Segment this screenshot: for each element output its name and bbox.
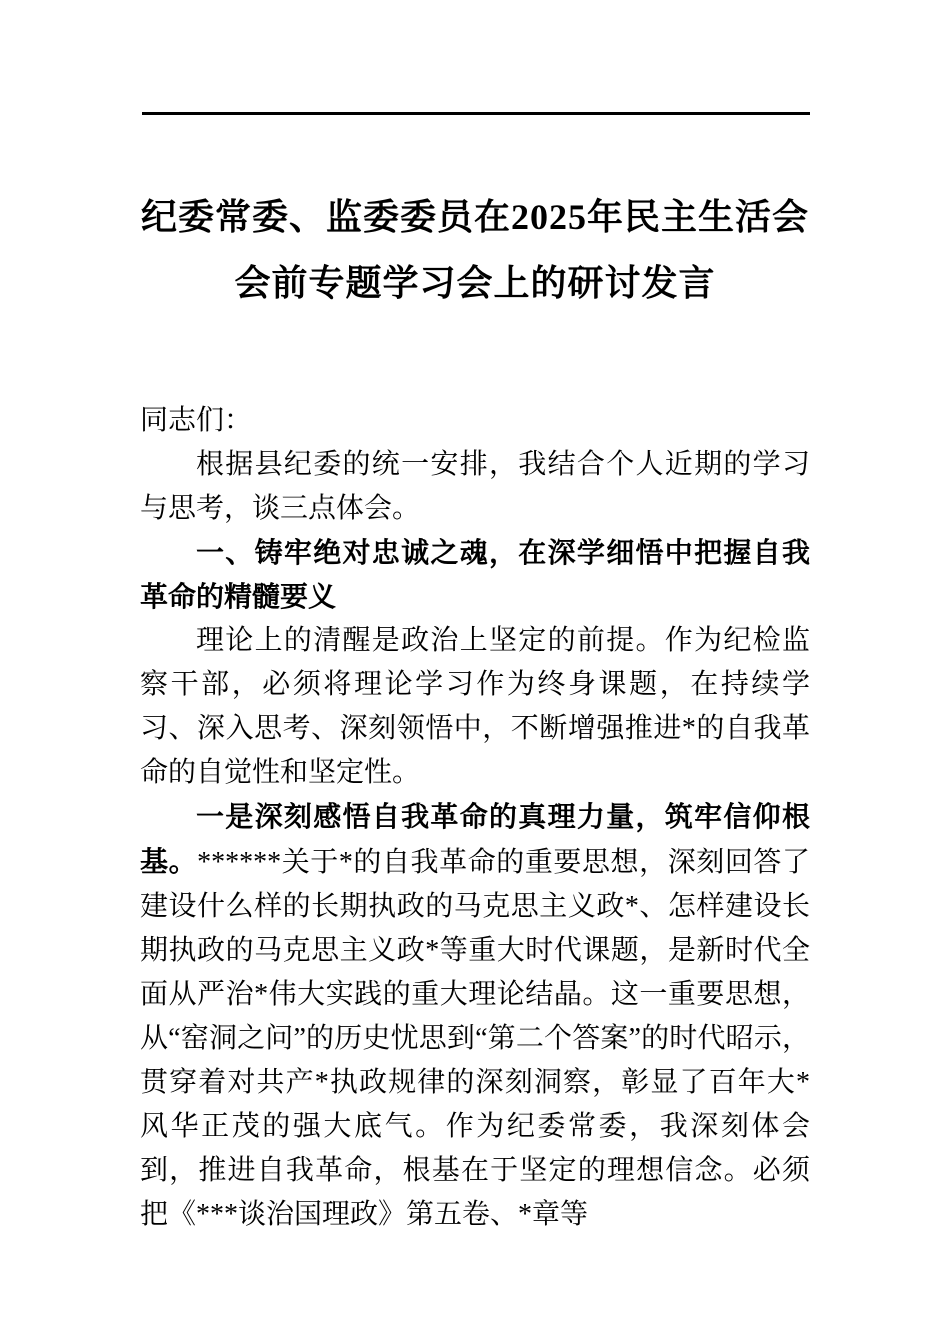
document-body [140, 399, 810, 1237]
title-line-1: 纪委常委、监委委员在2025年民主生活会 [140, 197, 809, 237]
point-1-paragraph [140, 795, 810, 1237]
title-line-2: 会前专题学习会上的研讨发言 [234, 263, 716, 303]
intro-paragraph: 根据县纪委的统一安排，我结合个人近期的学习与思考，谈三点体会。 [140, 449, 810, 524]
section-1-heading: 一、铸牢绝对忠诚之魂，在深学细悟中把握自我革命的精髓要义 [140, 537, 810, 612]
document-title [140, 184, 810, 316]
point-1-text: ******关于*的自我革命的重要思想，深刻回答了建设什么样的长期执政的马克思主义政*、怎样建设长期执政的马克思主义政*等重大时代课题，是新时代全面从严治*伟大实践的重大理论结晶。这一重要思想，从“窑洞之问”的历史忧思到“第二个答案”的时代昭示，贯穿着对共产*执政规律的深刻洞察，彰显了百年大*风华正茂的强大底气。作为纪委常委，我深刻体会到，推进自我革命，根基在于坚定的理想信念。必须把《***谈治国理政》第五卷、*章等 [140, 847, 810, 1230]
salutation: 同志们： [140, 405, 253, 436]
section-1-paragraph: 理论上的清醒是政治上坚定的前提。作为纪检监察干部，必须将理论学习作为终身课题，在持续学习、深入思考、深刻领悟中，不断增强推进*的自我革命的自觉性和坚定性。 [140, 625, 810, 788]
point-1-lead: 一是深刻感悟自我革命的真理力量，筑牢信仰根基。 [140, 801, 810, 877]
header-divider-line [142, 112, 810, 115]
